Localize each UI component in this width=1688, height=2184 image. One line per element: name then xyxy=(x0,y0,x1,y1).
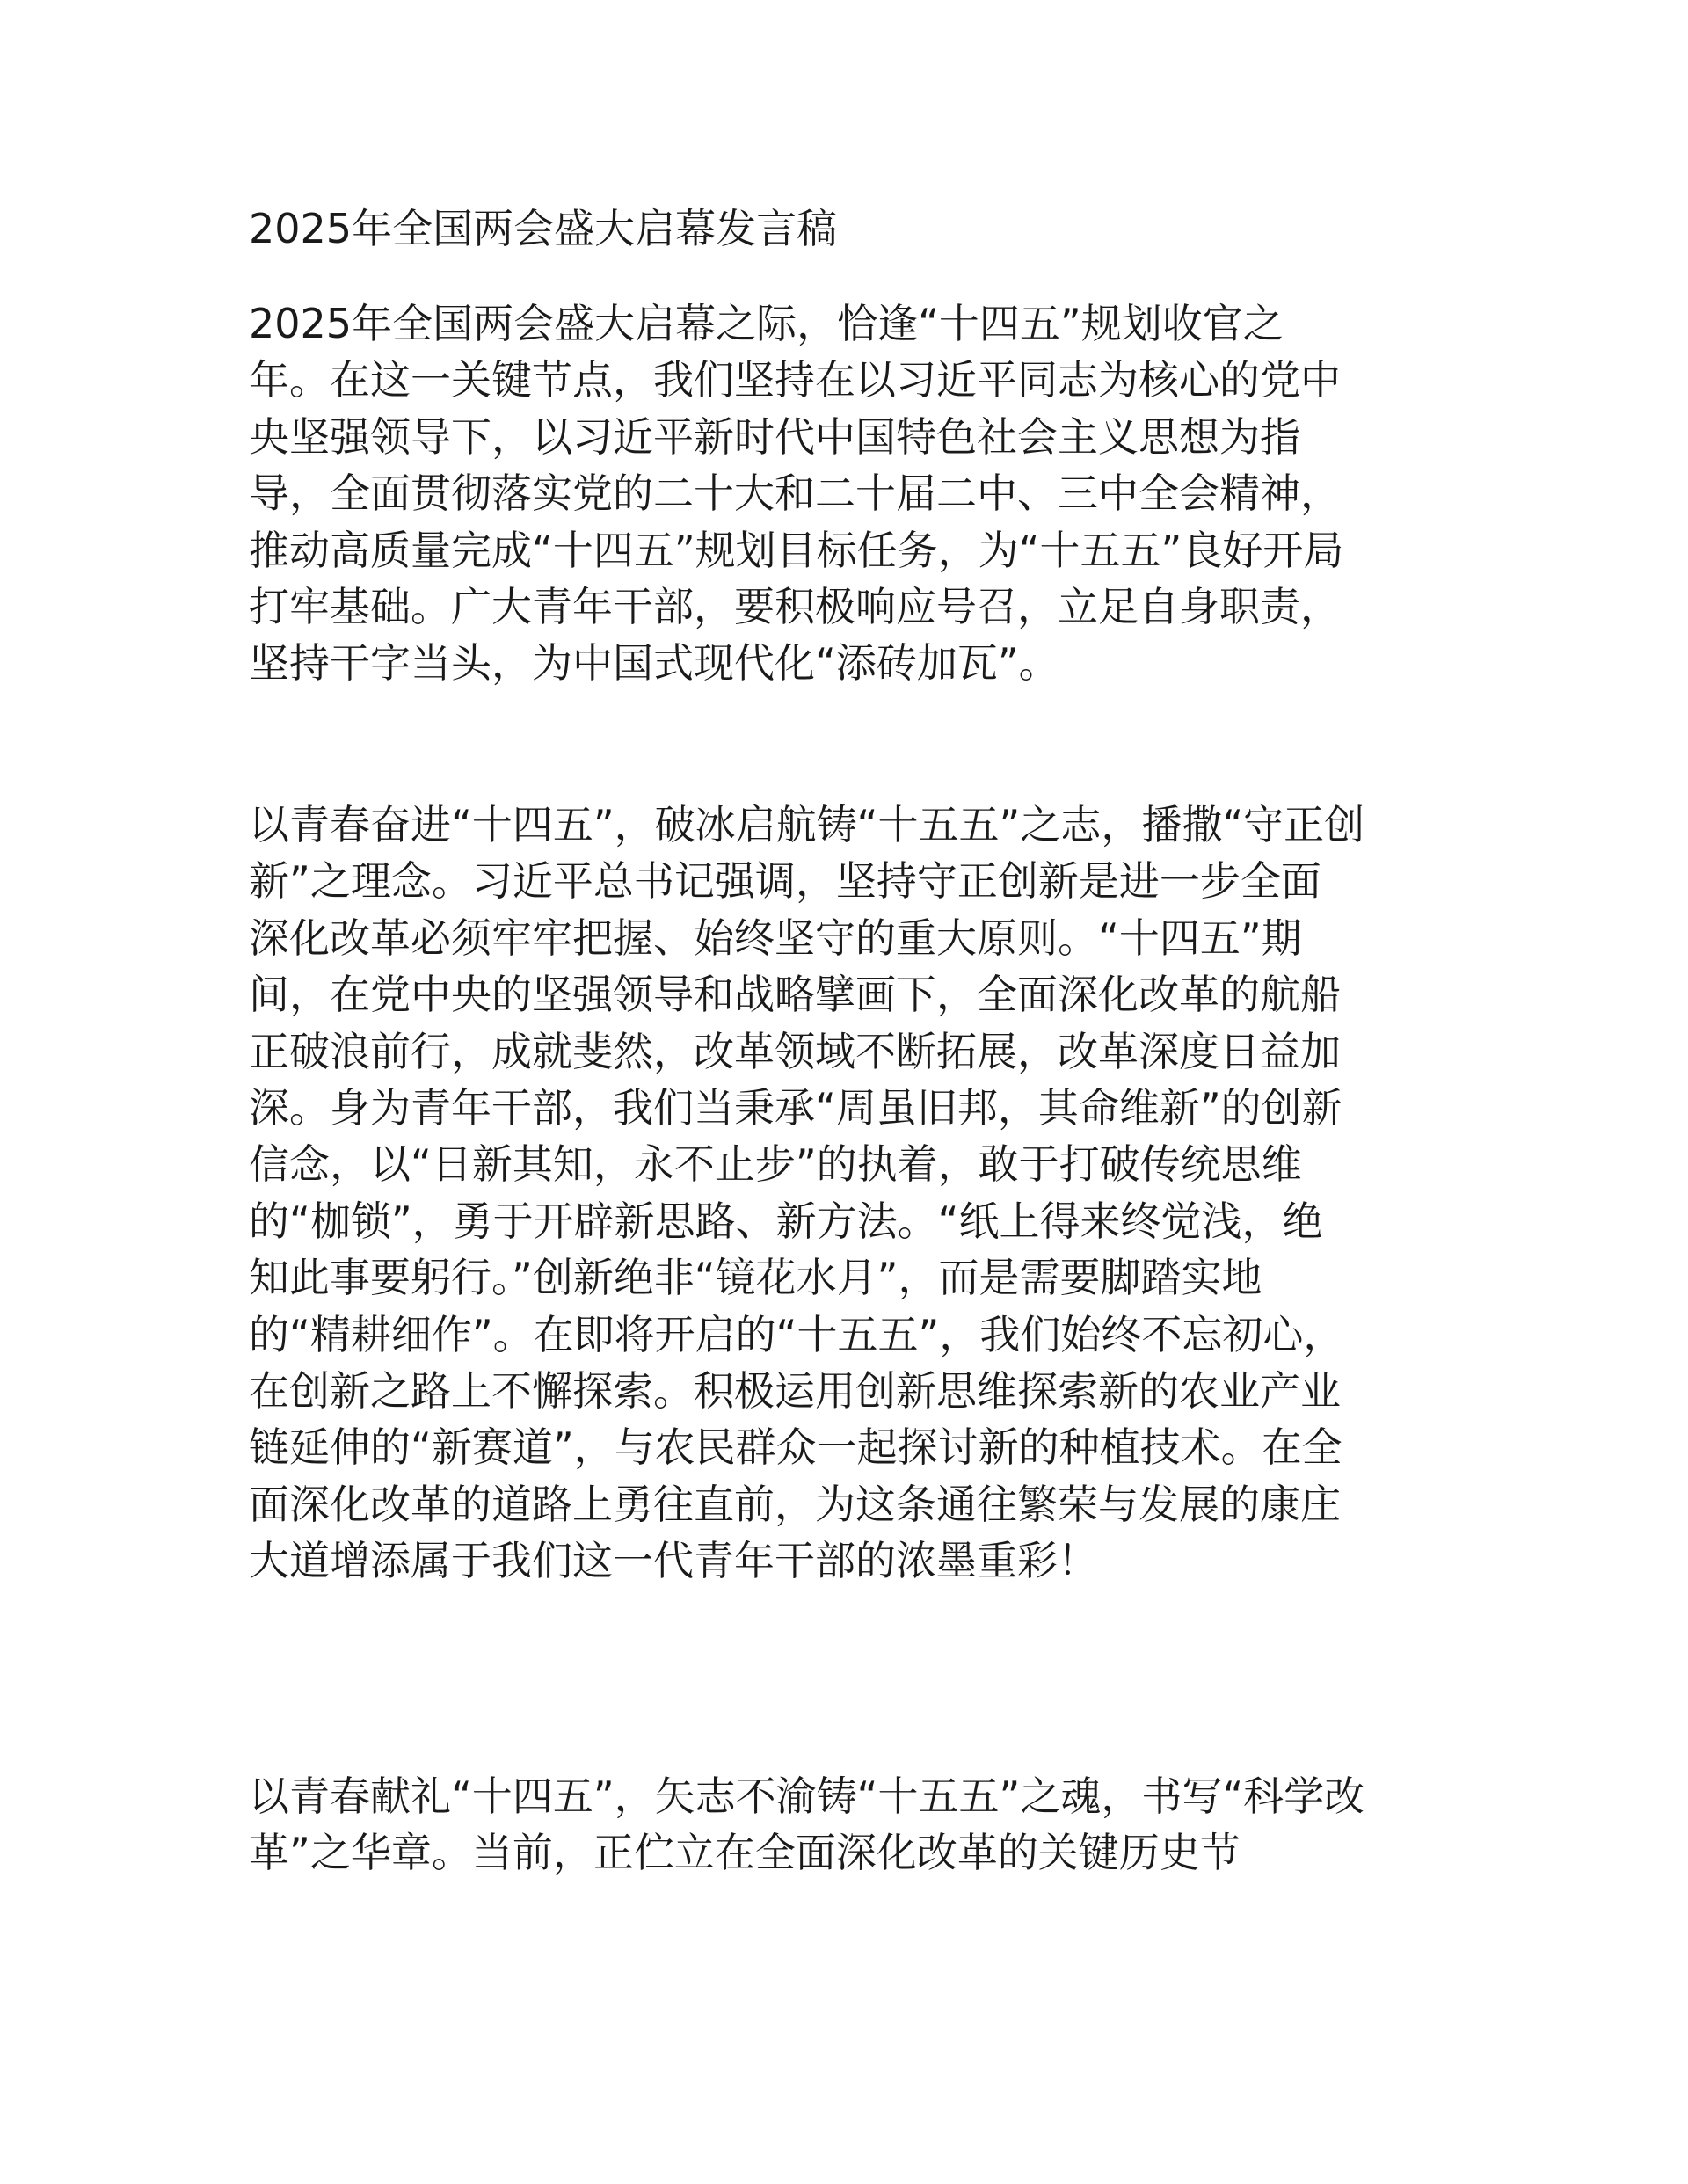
text-line: 面深化改革的道路上勇往直前，为这条通往繁荣与发展的康庄 xyxy=(249,1480,1341,1528)
text-line: 链延伸的“新赛道”，与农民群众一起探讨新的种植技术。在全 xyxy=(249,1423,1342,1472)
text-line: 信念，以“日新其知，永不止步”的执着，敢于打破传统思维 xyxy=(249,1140,1302,1189)
paragraph-1 xyxy=(249,295,1343,692)
text-line: 间，在党中央的坚强领导和战略擘画下，全面深化改革的航船 xyxy=(249,971,1341,1019)
text-line: 2025年全国两会盛大启幕之际，恰逢“十四五”规划收官之 xyxy=(249,300,1284,347)
text-line: 正破浪前行，成就斐然，改革领域不断拓展，改革深度日益加 xyxy=(249,1027,1341,1075)
document-title: 2025年全国两会盛大启幕发言稿 xyxy=(249,205,838,252)
text-line: 推动高质量完成“十四五”规划目标任务，为“十五五”良好开局 xyxy=(249,526,1344,574)
paragraph-2 xyxy=(249,797,1364,1589)
text-line: 大道增添属于我们这一代青年干部的浓墨重彩！ xyxy=(249,1537,1098,1585)
text-line: 央坚强领导下，以习近平新时代中国特色社会主义思想为指 xyxy=(249,412,1300,461)
paragraph-3 xyxy=(249,1768,1364,1882)
text-line: 导，全面贯彻落实党的二十大和二十届二中、三中全会精神， xyxy=(249,470,1341,518)
text-line: 打牢基础。广大青年干部，要积极响应号召，立足自身职责， xyxy=(249,582,1341,630)
text-line: 深。身为青年干部，我们当秉承“周虽旧邦，其命维新”的创新 xyxy=(249,1083,1342,1132)
text-line: 的“枷锁”，勇于开辟新思路、新方法。“纸上得来终觉浅，绝 xyxy=(249,1197,1323,1245)
text-line: 新”之理念。习近平总书记强调，坚持守正创新是进一步全面 xyxy=(249,857,1321,906)
text-line: 年。在这一关键节点，我们坚持在以习近平同志为核心的党中 xyxy=(249,356,1341,404)
text-line: 以青春献礼“十四五”，矢志不渝铸“十五五”之魂，书写“科学改 xyxy=(249,1773,1365,1820)
text-line: 知此事要躬行。”创新绝非“镜花水月”，而是需要脚踏实地 xyxy=(249,1254,1262,1302)
text-line: 以青春奋进“十四五”，破冰启航铸“十五五”之志，播撒“守正创 xyxy=(249,801,1365,848)
text-line: 深化改革必须牢牢把握、始终坚守的重大原则。“十四五”期 xyxy=(249,914,1302,962)
text-line: 革”之华章。当前，正伫立在全面深化改革的关键历史节 xyxy=(249,1829,1241,1877)
text-line: 的“精耕细作”。在即将开启的“十五五”，我们始终不忘初心， xyxy=(249,1310,1344,1358)
text-line: 在创新之路上不懈探索。积极运用创新思维探索新的农业产业 xyxy=(249,1366,1341,1415)
text-line: 坚持干字当头，为中国式现代化“添砖加瓦”。 xyxy=(249,639,1059,688)
